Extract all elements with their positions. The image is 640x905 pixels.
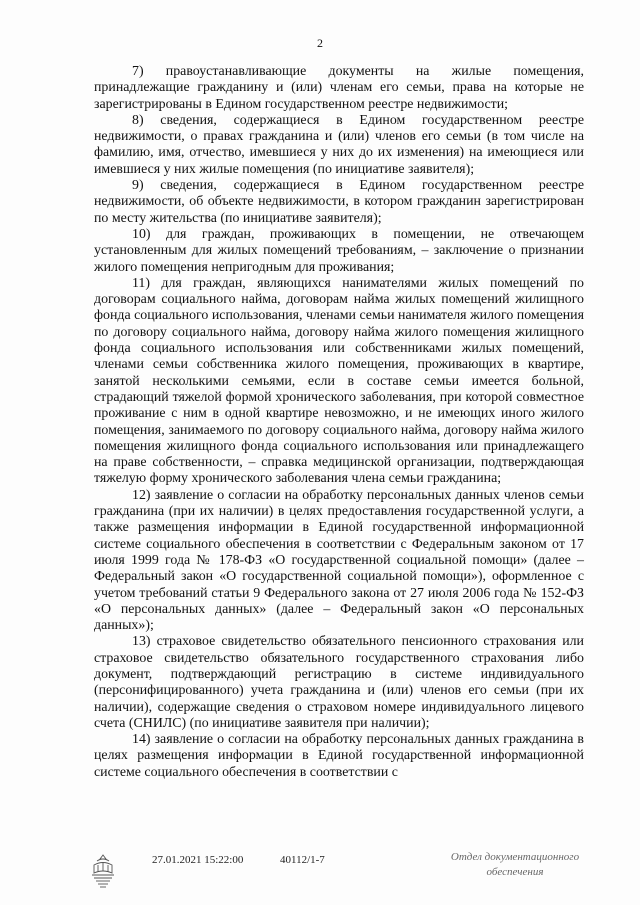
paragraph-item-7: 7) правоустанавливающие документы на жилые помещения, принадлежащие гражданину и (или) членам его семьи, права на которые не зарегистрированы в Едином государственном реестре недвижимости; bbox=[94, 64, 584, 112]
paragraph-item-10: 10) для граждан, проживающих в помещении, не отвечающем установленным для жилых помещений требованиям, – заключение о признании жилого помещения непригодным для проживания; bbox=[94, 226, 584, 275]
emblem-logo-icon bbox=[88, 853, 118, 889]
footer-doc-number: 40112/1-7 bbox=[280, 854, 325, 866]
department-stamp bbox=[440, 850, 590, 880]
footer-datetime: 27.01.2021 15:22:00 bbox=[152, 854, 244, 866]
department-stamp-line2: обеспечения bbox=[486, 866, 544, 878]
department-stamp-line1: Отдел документационного bbox=[450, 851, 580, 863]
document-body bbox=[94, 64, 584, 781]
paragraph-item-11: 11) для граждан, являющихся нанимателями жилых помещений по договорам социального найма, договорам найма жилых помещений жилищного фонда социального использования, членами семьи нанимателя жилого помещения по договору социального найма, договору найма жилого помещения жилищного фонда социального использования или собственниками жилых помещений, членами семьи собственника жилого помещения, проживающих в квартире, занятой несколькими семьями, если в составе семьи имеется больной, страдающий тяжелой формой хронического заболевания, при которой совместное проживание с ним в одной квартире невозможно, и не имеющих иного жилого помещения, занимаемого по договору социального найма, договору найма жилого помещения жилищного фонда социального использования или принадлежащего на праве собственности, – справка медицинской организации, подтверждающая тяжелую форму хронического заболевания члена семьи гражданина; bbox=[94, 275, 584, 487]
page-number: 2 bbox=[317, 36, 323, 50]
paragraph-item-9: 9) сведения, содержащиеся в Едином государственном реестре недвижимости, об объекте недвижимости, в котором гражданин зарегистрирован по месту жительства (по инициативе заявителя); bbox=[94, 178, 584, 226]
paragraph-item-8: 8) сведения, содержащиеся в Едином государственном реестре недвижимости, о правах гражданина и (или) членов его семьи (в том числе на фамилию, имя, отчество, имевшиеся у них до их изменения) на имеющиеся или имевшиеся у них жилые помещения (по инициативе заявителя); bbox=[94, 112, 584, 177]
paragraph-item-12: 12) заявление о согласии на обработку персональных данных членов семьи гражданина (при их наличии) в целях предоставления государственной услуги, а также размещения информации в Единой государственной информационной системе социального обеспечения в соответствии с Федеральным законом от 17 июля 1999 года № 178-ФЗ «О государственной социальной помощи» (далее – Федеральный закон «О государственной социальной помощи»), оформленное с учетом требований статьи 9 Федерального закона от 27 июля 2006 года № 152-ФЗ «О персональных данных» (далее – Федеральный закон «О персональных данных»); bbox=[94, 487, 584, 634]
paragraph-item-13: 13) страховое свидетельство обязательного пенсионного страхования или страховое свидетельство обязательного государственного страхования либо документ, подтверждающий регистрацию в системе индивидуального (персонифицированного) учета гражданина и (или) членов его семьи (при их наличии), содержащие сведения о страховом номере индивидуального лицевого счета (СНИЛС) (по инициативе заявителя при наличии); bbox=[94, 634, 584, 731]
paragraph-item-14: 14) заявление о согласии на обработку персональных данных гражданина в целях размещения информации в Единой государственной информационной системе социального обеспечения в соответствии с bbox=[94, 732, 584, 780]
